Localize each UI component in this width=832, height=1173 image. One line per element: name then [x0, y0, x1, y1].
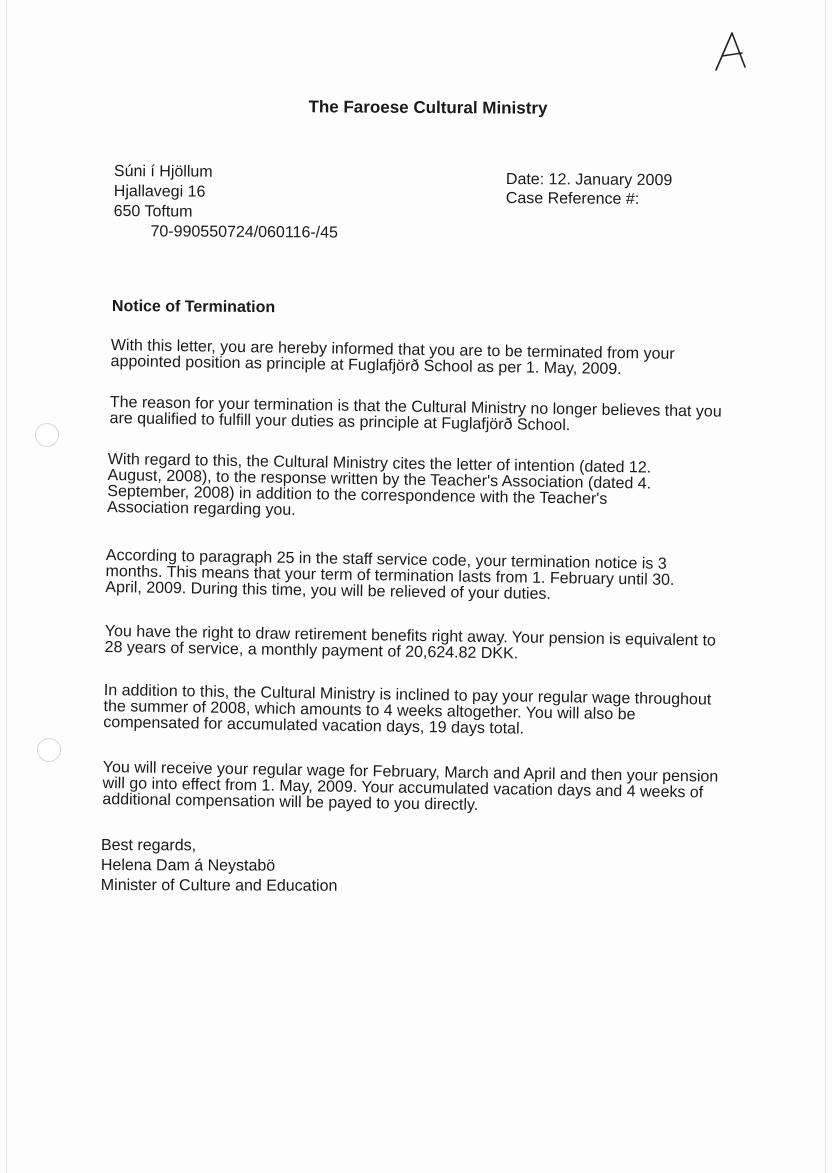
handwritten-a-mark [712, 30, 752, 72]
page-title: The Faroese Cultural Ministry [308, 97, 548, 118]
paragraph-payment: You will receive your regular wage for February, March and April and then your pension will go into effect from 1. May, 2009. Your accumulated vacation days and 4 weeks of additional compensation will be payed to you directly. [102, 759, 719, 814]
paragraph-pension: You have the right to draw retirement benefits right away. Your pension is equivalent to 28 years of service, a monthly payment of 20,624.82 DKK. [104, 623, 716, 663]
recipient-address [113, 162, 338, 244]
case-reference: Case Reference #: [505, 189, 640, 208]
letter-date: Date: 12. January 2009 [505, 170, 673, 190]
punch-hole-top [35, 423, 59, 447]
punch-hole-bottom [37, 738, 61, 762]
signer-position: Minister of Culture and Education [100, 876, 338, 895]
scan-edge-left [6, 0, 7, 1173]
recipient-name: Súni í Hjöllum [113, 162, 213, 181]
signer-name: Helena Dam á Neystabö [100, 856, 276, 875]
paragraph-summer-wage: In addition to this, the Cultural Ministry is inclined to pay your regular wage throughout the summer of 2008, which amounts to 4 weeks altogether. You will also be compensated for accumulated vacation days, 19 days total. [103, 682, 712, 738]
notice-heading: Notice of Termination [111, 298, 276, 317]
paragraph-notice-period: According to paragraph 25 in the staff service code, your termination notice is 3 months. This means that your term of termination lasts from 1. February until 30. April, 2009. During this time, you will be relieved of your duties. [105, 547, 675, 603]
closing-salutation: Best regards, [100, 837, 197, 855]
paragraph-regard: With regard to this, the Cultural Ministry cites the letter of intention (dated 12. August, 2008), to the response written by the Teacher's Association (dated 4. September, 2008) in addition to the correspondence with the Teacher's Association regarding you. [106, 451, 652, 519]
letter-meta [506, 170, 673, 209]
recipient-city: 650 Toftum [113, 202, 193, 221]
closing-block [101, 836, 338, 897]
recipient-street: Hjallavegi 16 [113, 182, 206, 201]
paragraph-reason: The reason for your termination is that the Cultural Ministry no longer believes that you are qualified to fulfill your duties as principle at Fuglafjörð School. [109, 394, 722, 435]
recipient-reference: 70-990550724/060116-/45 [150, 223, 339, 242]
paragraph-termination: With this letter, you are hereby informed that you are to be terminated from your appointed position as principle at Fuglafjörð School as per 1. May, 2009. [110, 337, 675, 379]
scan-edge-right [825, 0, 826, 1173]
